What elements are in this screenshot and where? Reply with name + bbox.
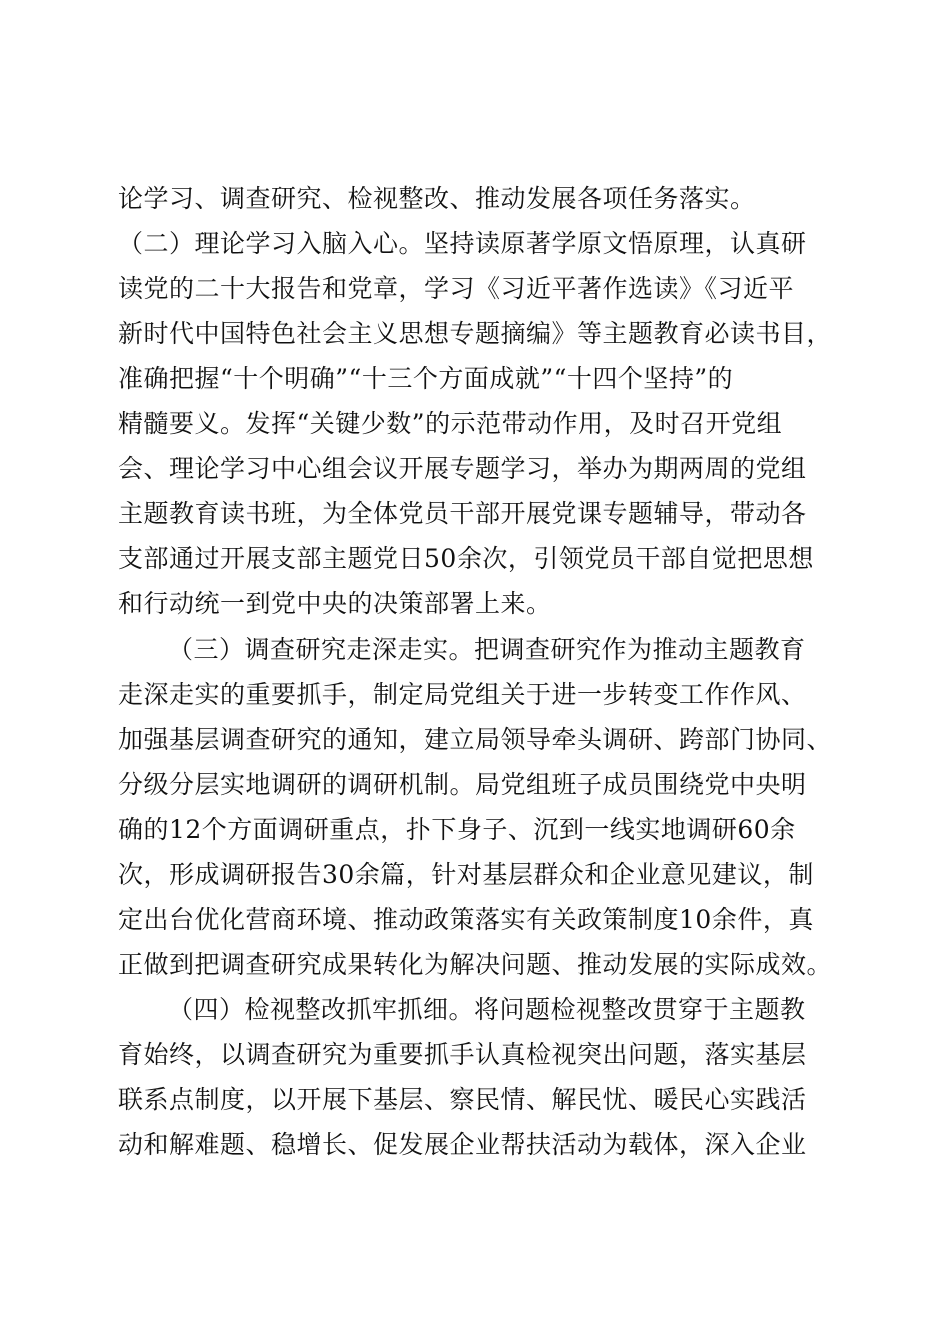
- text-line: 确的12个方面调研重点，扑下身子、沉到一线实地调研60余: [118, 815, 796, 844]
- text-line: 会、理论学习中心组会议开展专题学习，举办为期两周的党组: [118, 454, 807, 483]
- text-line: 主题教育读书班，为全体党员干部开展党课专题辅导，带动各: [118, 499, 807, 528]
- text-line: 正做到把调查研究成果转化为解决问题、推动发展的实际成效。: [118, 950, 833, 979]
- text-line: 准确把握“十个明确”“十三个方面成就”“十四个坚持”的: [118, 364, 734, 393]
- text-line: 读党的二十大报告和党章，学习《习近平著作选读》《习近平: [118, 274, 795, 303]
- text-line: （二）理论学习入脑入心。坚持读原著学原文悟原理，认真研: [118, 229, 807, 258]
- text-line: 走深走实的重要抓手，制定局党组关于进一步转变工作作风、: [118, 680, 807, 709]
- text-line: 论学习、调查研究、检视整改、推动发展各项任务落实。: [118, 184, 756, 213]
- text-line: 新时代中国特色社会主义思想专题摘编》等主题教育必读书目，: [118, 319, 833, 348]
- text-line: （三）调查研究走深走实。把调查研究作为推动主题教育: [168, 635, 806, 664]
- text-line: （四）检视整改抓牢抓细。将问题检视整改贯穿于主题教: [168, 995, 806, 1024]
- text-line: 支部通过开展支部主题党日50余次，引领党员干部自觉把思想: [118, 544, 814, 573]
- text-line: 和行动统一到党中央的决策部署上来。: [118, 589, 552, 618]
- text-line: 育始终，以调查研究为重要抓手认真检视突出问题，落实基层: [118, 1040, 807, 1069]
- text-line: 联系点制度，以开展下基层、察民情、解民忧、暖民心实践活: [118, 1085, 807, 1114]
- text-line: 次，形成调研报告30余篇，针对基层群众和企业意见建议，制: [118, 860, 814, 889]
- text-line: 定出台优化营商环境、推动政策落实有关政策制度10余件，真: [118, 905, 814, 934]
- text-line: 加强基层调查研究的通知，建立局领导牵头调研、跨部门协同、: [118, 725, 833, 754]
- text-line: 动和解难题、稳增长、促发展企业帮扶活动为载体，深入企业: [118, 1130, 807, 1159]
- text-line: 分级分层实地调研的调研机制。局党组班子成员围绕党中央明: [118, 770, 807, 799]
- text-line: 精髓要义。发挥“关键少数”的示范带动作用，及时召开党组: [118, 409, 783, 438]
